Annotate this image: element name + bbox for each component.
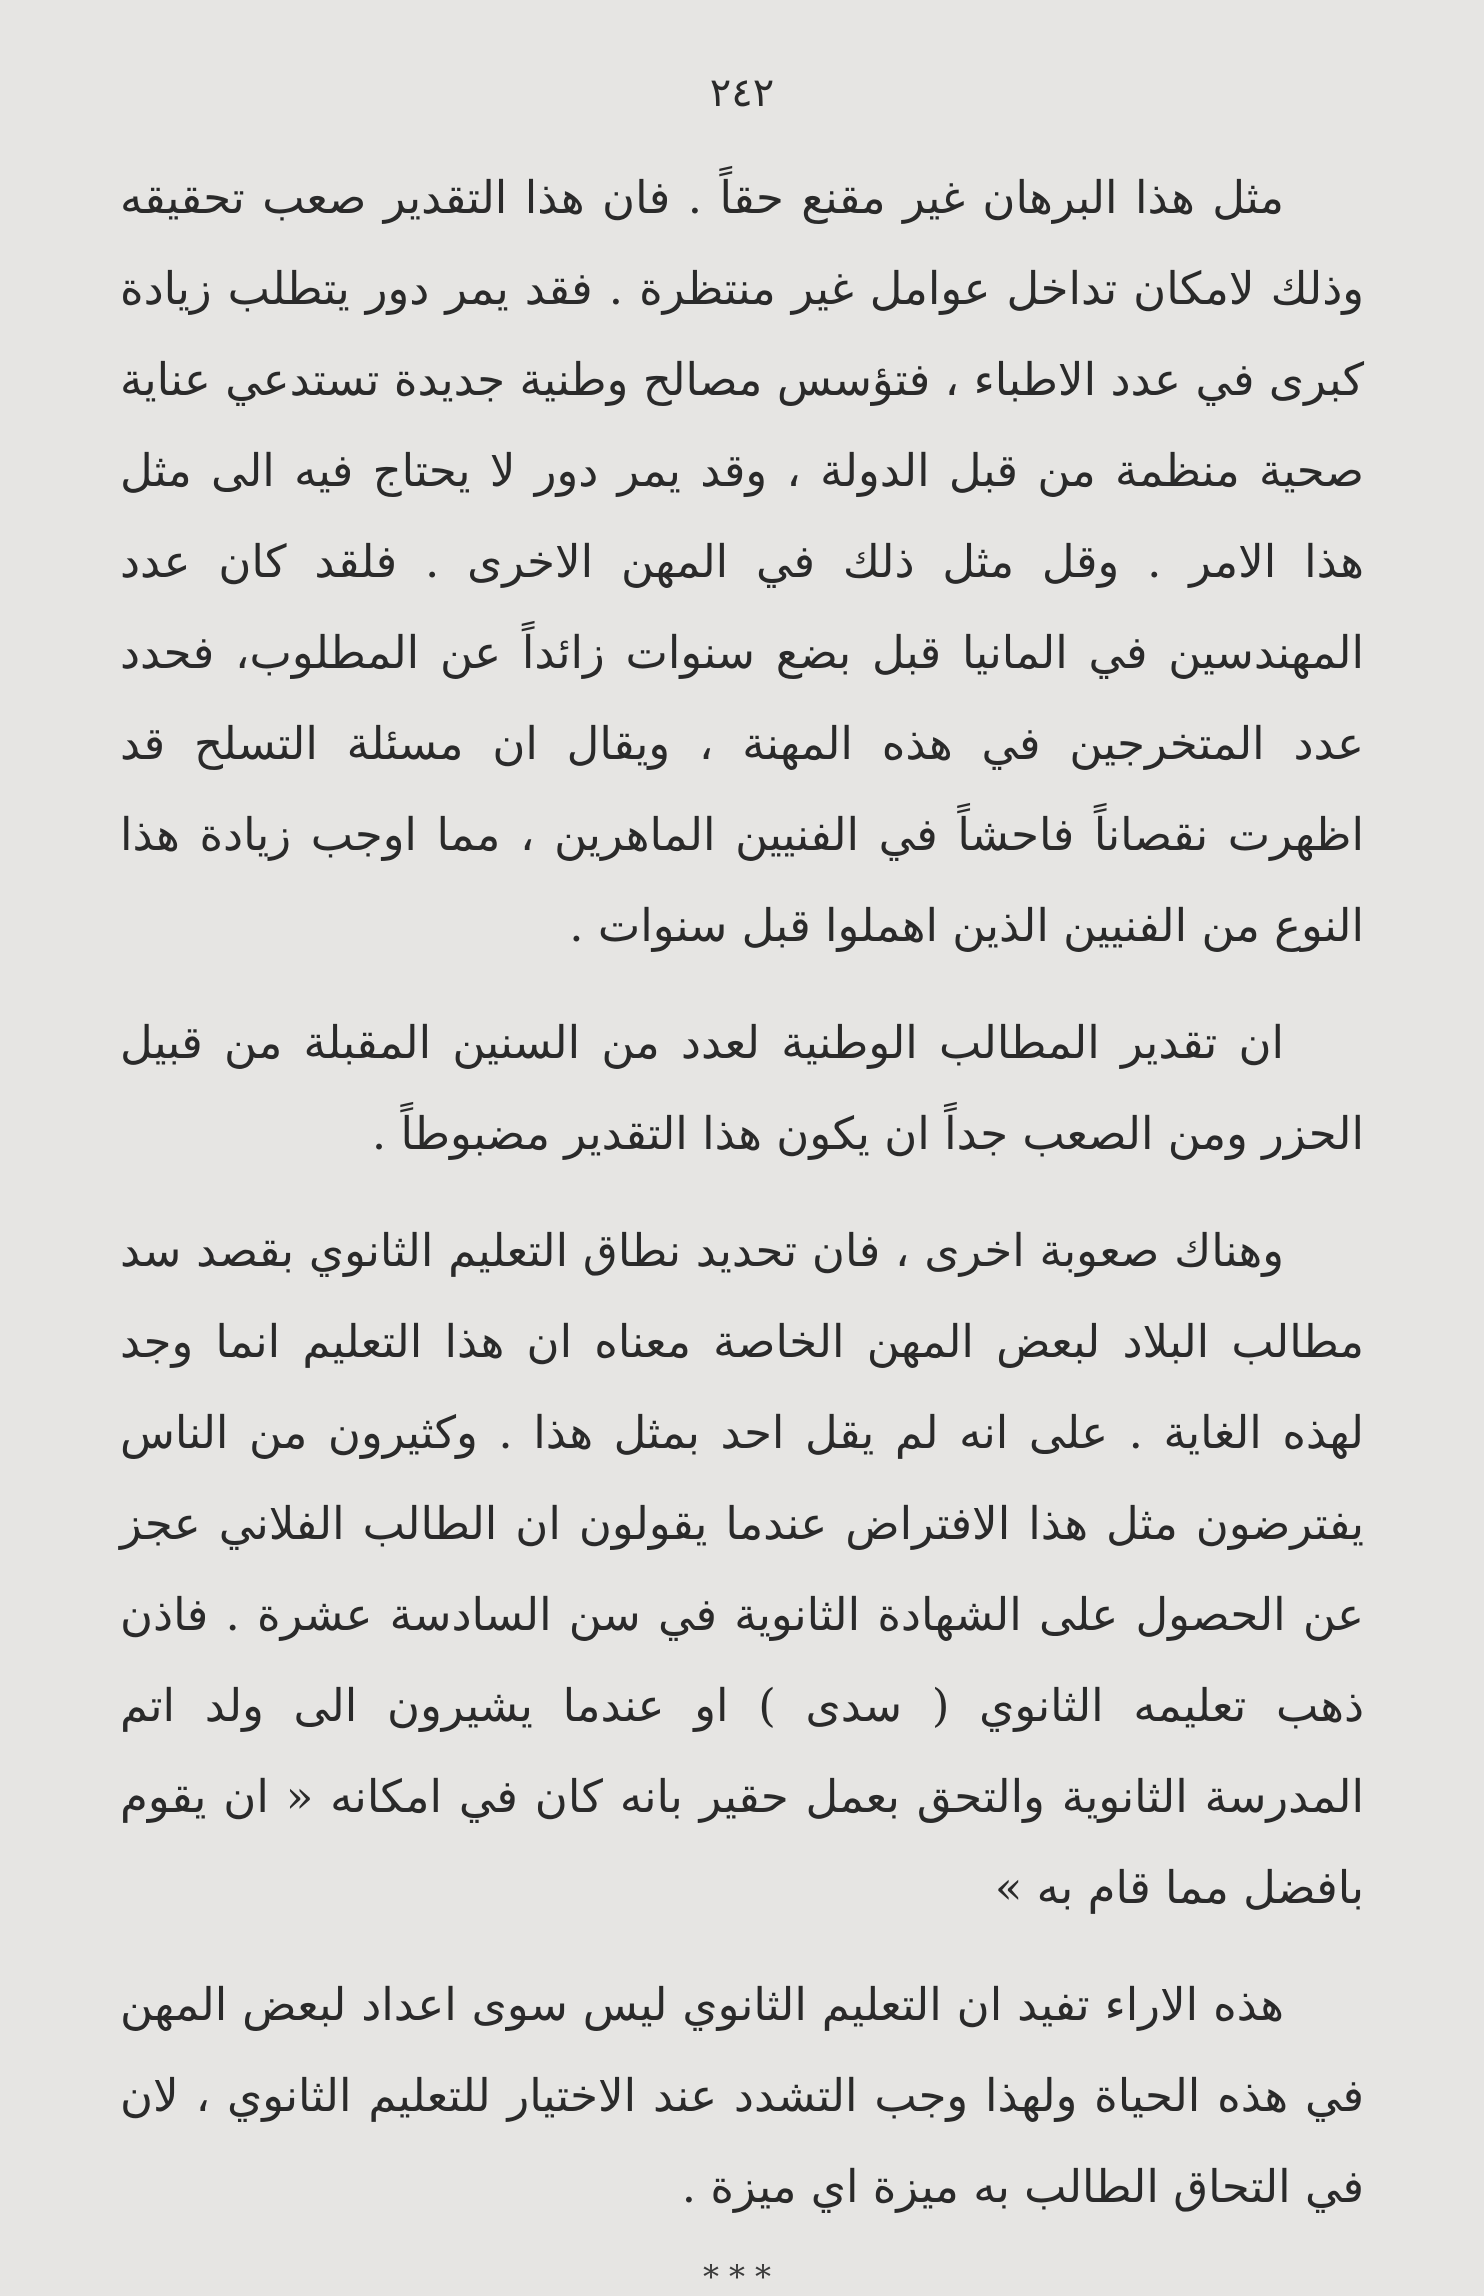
- paragraph-1: مثل هذا البرهان غير مقنع حقاً . فان هذا التقدير صعب تحقيقه وذلك لامكان تداخل عوامل غير منتظرة . فقد يمر دور يتطلب زيادة كبرى في عدد الاطباء ، فتؤسس مصالح وطنية جديدة تستدعي عناية صحية منظمة من قبل الدولة ، وقد يمر دور لا يحتاج فيه الى مثل هذا الامر . وقل مثل ذلك في المهن الاخرى . فلقد كان عدد المهندسين في المانيا قبل بضع سنوات زائداً عن المطلوب، فحدد عدد المتخرجين في هذه المهنة ، ويقال ان مسئلة التسلح قد اظهرت نقصاناً فاحشاً في الفنيين الماهرين ، مما اوجب زيادة هذا النوع من الفنيين الذين اهملوا قبل سنوات .: [120, 171, 1364, 952]
- page-number: ٢٤٢: [709, 70, 775, 116]
- paragraph-2: ان تقدير المطالب الوطنية لعدد من السنين المقبلة من قبيل الحزر ومن الصعب جداً ان يكون هذا التقدير مضبوطاً .: [120, 1016, 1364, 1160]
- section-separator: ***: [703, 2258, 781, 2296]
- paragraph-4: هذه الاراء تفيد ان التعليم الثانوي ليس سوى اعداد لبعض المهن في هذه الحياة ولهذا وجب التشدد عند الاختيار للتعليم الثانوي ، لان في التحاق الطالب به ميزة اي ميزة .: [120, 1978, 1364, 2213]
- body-text: [120, 152, 1364, 2232]
- paragraph-3: وهناك صعوبة اخرى ، فان تحديد نطاق التعليم الثانوي بقصد سد مطالب البلاد لبعض المهن الخاصة معناه ان هذا التعليم انما وجد لهذه الغاية . على انه لم يقل احد بمثل هذا . وكثيرون من الناس يفترضون مثل هذا الافتراض عندما يقولون ان الطالب الفلاني عجز عن الحصول على الشهادة الثانوية في سن السادسة عشرة . فاذن ذهب تعليمه الثانوي ( سدى ) او عندما يشيرون الى ولد اتم المدرسة الثانوية والتحق بعمل حقير بانه كان في امكانه « ان يقوم بافضل مما قام به »: [120, 1224, 1364, 1914]
